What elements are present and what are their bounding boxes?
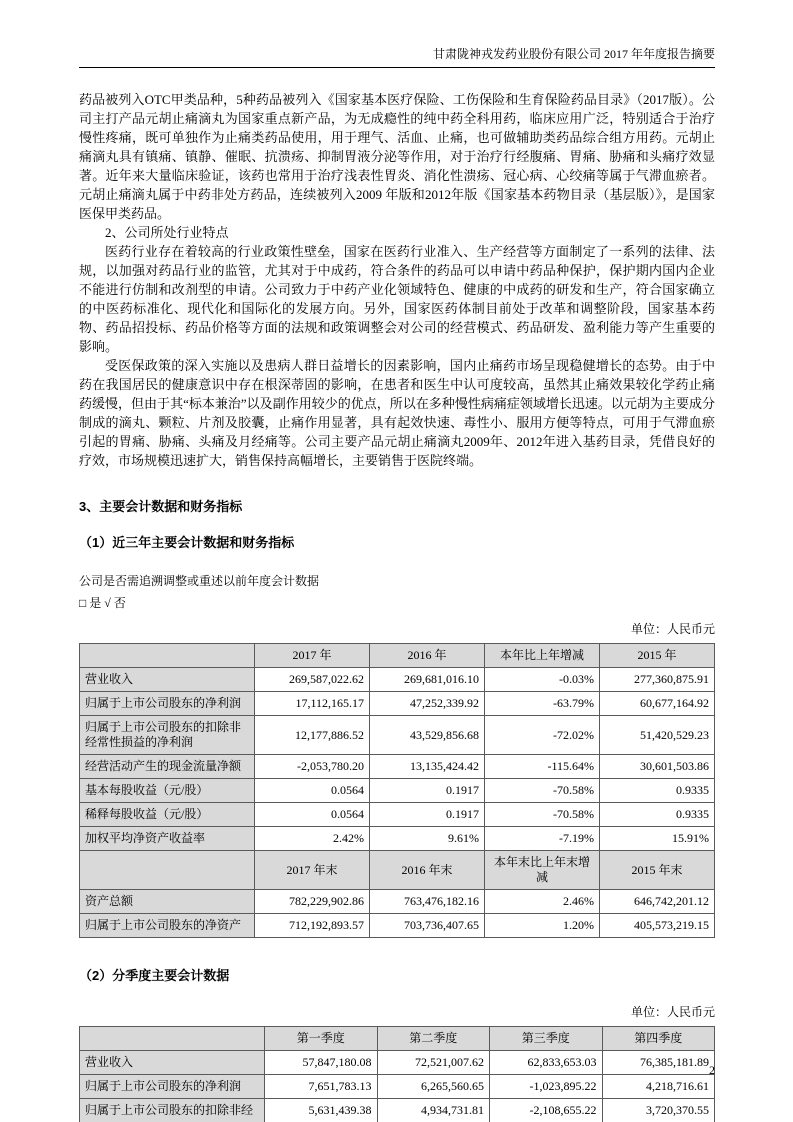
row-label: 经营活动产生的现金流量净额 bbox=[80, 755, 255, 779]
page-number: 2 bbox=[709, 1063, 715, 1077]
cell-value: 0.9335 bbox=[600, 779, 715, 803]
cell-value: -70.58% bbox=[485, 779, 600, 803]
cell-value: 646,742,201.12 bbox=[600, 890, 715, 914]
cell-value: -72.02% bbox=[485, 716, 600, 755]
cell-value: 0.9335 bbox=[600, 803, 715, 827]
table-row bbox=[80, 692, 715, 716]
column-header: 2015 年末 bbox=[600, 851, 715, 890]
cell-value: -0.03% bbox=[485, 668, 600, 692]
paragraph-products: 药品被列入OTC甲类品种，5种药品被列入《国家基本医疗保险、工伤保险和生育保险药品目录》（2017版）。公司主打产品元胡止痛滴丸为国家重点新产品，为无成瘾性的纯中药全科用药，临床应用广泛，特别适合于治疗慢性疼痛，既可单独作为止痛类药品使用，用于理气、活血、止痛，也可做辅助类药品综合组方用药。元胡止痛滴丸具有镇痛、镇静、催眠、抗溃疡、抑制胃液分泌等作用，对于治疗行经腹痛、胃痛、胁痛和头痛疗效显著。近年来大量临床验证，该药也常用于治疗浅表性胃炎、消化性溃疡、冠心病、心绞痛等属于气滞血瘀者。元胡止痛滴丸属于中药非处方药品，连续被列入2009 年版和2012年版《国家基本药物目录（基层版）》，是国家医保甲类药品。 bbox=[79, 92, 715, 221]
cell-value: 51,420,529.23 bbox=[600, 716, 715, 755]
heading-quarterly-data: （2）分季度主要会计数据 bbox=[79, 968, 230, 983]
column-header: 第二季度 bbox=[377, 1027, 490, 1051]
column-header: 本年比上年增减 bbox=[485, 644, 600, 668]
column-header: 2016 年末 bbox=[370, 851, 485, 890]
cell-value: 7,651,783.13 bbox=[265, 1075, 378, 1099]
cell-value: 62,833,653.03 bbox=[490, 1051, 603, 1075]
cell-value: 12,177,886.52 bbox=[255, 716, 370, 755]
paragraph-industry-policy: 医药行业存在着较高的行业政策性壁垒，国家在医药行业准入、生产经营等方面制定了一系列的法律、法规，以加强对药品行业的监管，尤其对于中成药，符合条件的药品可以申请中药品种保护，保护期内国内企业不能进行仿制和改剂型的申请。公司致力于中药产业化领域特色、健康的中成药的研发和生产，符合国家确立的中医药标准化、现代化和国际化的发展方向。另外，国家医药体制目前处于改革和调整阶段，国家基本药物、药品招投标、药品价格等方面的法规和政策调整会对公司的经营模式、药品研发、盈利能力等产生重要的影响。 bbox=[79, 244, 715, 354]
cell-value: 703,736,407.65 bbox=[370, 914, 485, 938]
cell-value: 30,601,503.86 bbox=[600, 755, 715, 779]
cell-value: 17,112,165.17 bbox=[255, 692, 370, 716]
cell-value: 405,573,219.15 bbox=[600, 914, 715, 938]
cell-value: -63.79% bbox=[485, 692, 600, 716]
cell-value: 763,476,182.16 bbox=[370, 890, 485, 914]
table-row bbox=[80, 914, 715, 938]
table-row bbox=[80, 827, 715, 851]
cell-value: 4,934,731.81 bbox=[377, 1099, 490, 1122]
document-header-title: 甘肃陇神戎发药业股份有限公司 2017 年年度报告摘要 bbox=[432, 47, 715, 61]
row-label: 归属于上市公司股东的净利润 bbox=[80, 1075, 265, 1099]
unit-label-2: 单位：人民币元 bbox=[630, 1005, 715, 1019]
unit-label-1: 单位：人民币元 bbox=[630, 622, 715, 636]
cell-value: 6,265,560.65 bbox=[377, 1075, 490, 1099]
heading-industry-features: 2、公司所处行业特点 bbox=[105, 225, 229, 240]
cell-value: 72,521,007.62 bbox=[377, 1051, 490, 1075]
table-header-row bbox=[80, 644, 715, 668]
heading-key-financial-data: 3、主要会计数据和财务指标 bbox=[79, 499, 243, 514]
cell-value: 712,192,893.57 bbox=[255, 914, 370, 938]
cell-value: 269,681,016.10 bbox=[370, 668, 485, 692]
table-row bbox=[80, 1051, 715, 1075]
column-header bbox=[80, 644, 255, 668]
cell-value: 76,385,181.89 bbox=[602, 1051, 715, 1075]
row-label: 稀释每股收益（元/股） bbox=[80, 803, 255, 827]
cell-value: 47,252,339.92 bbox=[370, 692, 485, 716]
table-header-row bbox=[80, 1027, 715, 1051]
cell-value: 269,587,022.62 bbox=[255, 668, 370, 692]
document-header bbox=[79, 46, 715, 68]
cell-value: 5,631,439.38 bbox=[265, 1099, 378, 1122]
column-header: 第一季度 bbox=[265, 1027, 378, 1051]
cell-value: 13,135,424.42 bbox=[370, 755, 485, 779]
column-header: 2016 年 bbox=[370, 644, 485, 668]
cell-value: 2.42% bbox=[255, 827, 370, 851]
cell-value: 60,677,164.92 bbox=[600, 692, 715, 716]
table-header-row bbox=[80, 851, 715, 890]
table-row bbox=[80, 668, 715, 692]
cell-value: 0.1917 bbox=[370, 779, 485, 803]
restatement-answer: □ 是 √ 否 bbox=[79, 596, 126, 610]
cell-value: -115.64% bbox=[485, 755, 600, 779]
cell-value: -2,053,780.20 bbox=[255, 755, 370, 779]
restatement-question: 公司是否需追溯调整或重述以前年度会计数据 bbox=[79, 574, 320, 588]
cell-value: 43,529,856.68 bbox=[370, 716, 485, 755]
cell-value: 0.0564 bbox=[255, 803, 370, 827]
row-label: 归属于上市公司股东的扣除非经常性损益的净利润 bbox=[80, 716, 255, 755]
column-header: 本年末比上年末增减 bbox=[485, 851, 600, 890]
column-header bbox=[80, 851, 255, 890]
cell-value: -7.19% bbox=[485, 827, 600, 851]
cell-value: 0.0564 bbox=[255, 779, 370, 803]
table-row bbox=[80, 755, 715, 779]
cell-value: -2,108,655.22 bbox=[490, 1099, 603, 1122]
table-row bbox=[80, 1099, 715, 1122]
row-label: 归属于上市公司股东的净利润 bbox=[80, 692, 255, 716]
column-header: 2017 年末 bbox=[255, 851, 370, 890]
table-row bbox=[80, 803, 715, 827]
row-label: 基本每股收益（元/股） bbox=[80, 779, 255, 803]
quarterly-financials-table bbox=[79, 1026, 715, 1122]
cell-value: 0.1917 bbox=[370, 803, 485, 827]
heading-three-year-data: （1）近三年主要会计数据和财务指标 bbox=[79, 535, 295, 550]
row-label: 加权平均净资产收益率 bbox=[80, 827, 255, 851]
table-row bbox=[80, 890, 715, 914]
row-label: 资产总额 bbox=[80, 890, 255, 914]
row-label: 营业收入 bbox=[80, 668, 255, 692]
cell-value: 2.46% bbox=[485, 890, 600, 914]
column-header: 第三季度 bbox=[490, 1027, 603, 1051]
cell-value: 57,847,180.08 bbox=[265, 1051, 378, 1075]
cell-value: 1.20% bbox=[485, 914, 600, 938]
column-header: 2015 年 bbox=[600, 644, 715, 668]
paragraph-market-growth: 受医保政策的深入实施以及患病人群日益增长的因素影响，国内止痛药市场呈现稳健增长的态势。由于中药在我国居民的健康意识中存在根深蒂固的影响，在患者和医生中认可度较高，虽然其止痛效果较化学药止痛药缓慢，但由于其“标本兼治”以及副作用较少的优点，所以在多种慢性病痛症领域增长迅速。以元胡为主要成分制成的滴丸、颗粒、片剂及胶囊，止痛作用显著，具有起效快速、毒性小、服用方便等特点，可用于气滞血瘀引起的胃痛、胁痛、头痛及月经痛等。公司主要产品元胡止痛滴丸2009年、2012年进入基药目录，凭借良好的疗效，市场规模迅速扩大，销售保持高幅增长，主要销售于医院终端。 bbox=[79, 358, 715, 468]
column-header: 2017 年 bbox=[255, 644, 370, 668]
table-row bbox=[80, 1075, 715, 1099]
table-row bbox=[80, 716, 715, 755]
annual-financials-table bbox=[79, 643, 715, 938]
cell-value: -70.58% bbox=[485, 803, 600, 827]
column-header bbox=[80, 1027, 265, 1051]
row-label: 营业收入 bbox=[80, 1051, 265, 1075]
cell-value: 782,229,902.86 bbox=[255, 890, 370, 914]
row-label: 归属于上市公司股东的净资产 bbox=[80, 914, 255, 938]
column-header: 第四季度 bbox=[602, 1027, 715, 1051]
cell-value: 4,218,716.61 bbox=[602, 1075, 715, 1099]
cell-value: 3,720,370.55 bbox=[602, 1099, 715, 1122]
table-row bbox=[80, 779, 715, 803]
row-label: 归属于上市公司股东的扣除非经 bbox=[80, 1099, 265, 1122]
document-body bbox=[79, 90, 715, 1122]
cell-value: 277,360,875.91 bbox=[600, 668, 715, 692]
cell-value: 9.61% bbox=[370, 827, 485, 851]
cell-value: 15.91% bbox=[600, 827, 715, 851]
cell-value: -1,023,895.22 bbox=[490, 1075, 603, 1099]
